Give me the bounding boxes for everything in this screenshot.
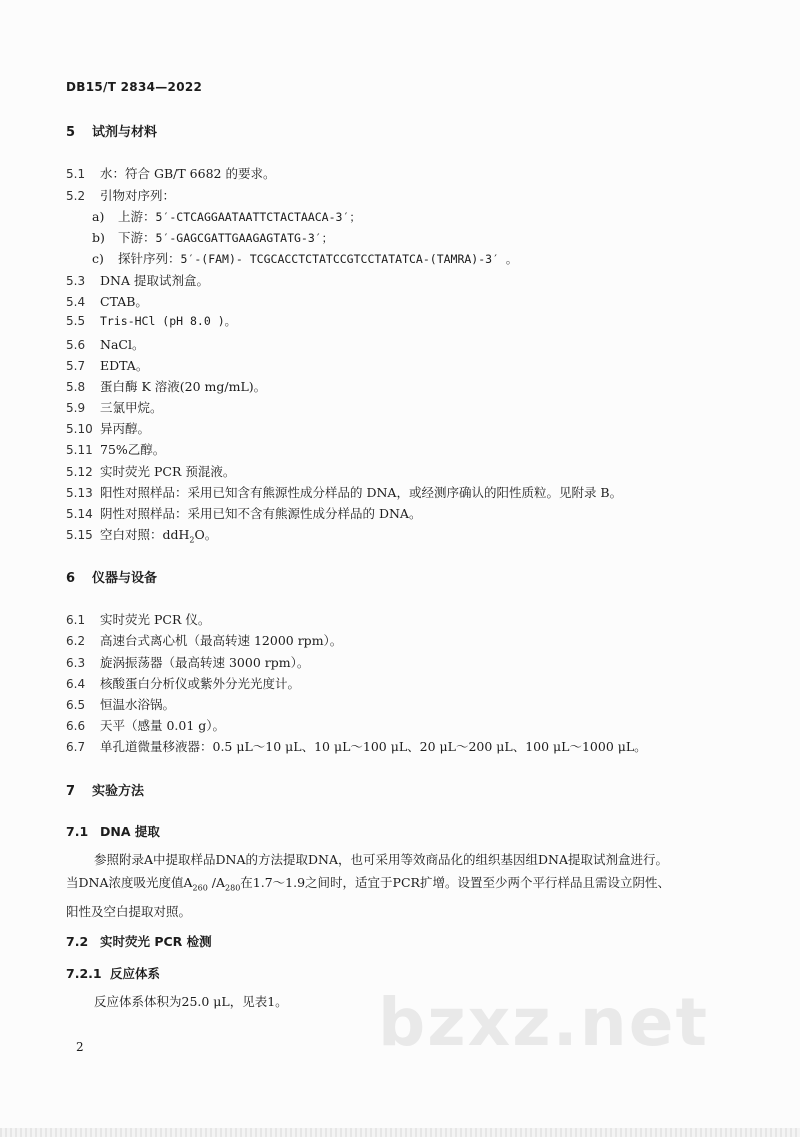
subsection-7-2-1-heading <box>66 964 160 982</box>
list-item <box>66 462 235 480</box>
section-title: 试剂与材料 <box>92 125 158 140</box>
item-text: Tris-HCl (pH 8.0 )。 <box>100 314 237 328</box>
item-number: 5.14 <box>66 507 93 521</box>
item-text: 天平（感量 0.01 g）。 <box>100 718 226 733</box>
section-6-heading <box>66 567 157 586</box>
item-number: 5.4 <box>66 295 86 309</box>
item-number: 6.6 <box>66 719 86 733</box>
item-number: 6.2 <box>66 634 86 648</box>
subsection-title: 实时荧光 PCR 检测 <box>100 934 212 949</box>
primer-item <box>92 228 333 246</box>
primer-mark: a) <box>92 209 105 224</box>
item-text: 实时荧光 PCR 预混液。 <box>100 464 236 479</box>
item-number: 5.12 <box>66 465 93 479</box>
primer-mark: c) <box>92 251 104 266</box>
item-number: 6.7 <box>66 740 86 754</box>
subscript: 260 <box>192 883 208 893</box>
section-5-heading <box>66 121 157 140</box>
item-number: 5.5 <box>66 314 86 328</box>
list-item <box>66 356 148 374</box>
primer-label: 下游： <box>118 230 156 245</box>
item-text-suffix: O。 <box>194 527 218 542</box>
item-text: 核酸蛋白分析仪或紫外分光光度计。 <box>100 676 301 691</box>
item-number: 5.15 <box>66 528 93 542</box>
item-number: 5.13 <box>66 486 93 500</box>
section-number: 6 <box>66 571 76 586</box>
subsection-number: 7.2.1 <box>66 966 102 981</box>
paragraph-line: 当DNA浓度吸光度值A <box>66 875 193 890</box>
list-item <box>66 377 266 395</box>
list-item <box>66 737 647 755</box>
subsection-number: 7.1 <box>66 824 89 839</box>
section-7-heading <box>66 780 144 799</box>
list-item <box>66 525 217 545</box>
primer-sequence: 5′-CTCAGGAATAATTCTACTAACA-3′； <box>155 210 361 224</box>
list-item <box>66 716 225 734</box>
primer-item <box>92 207 361 225</box>
item-text: NaCl。 <box>100 337 145 352</box>
item-text: 空白对照：ddH <box>100 527 190 542</box>
list-item <box>66 631 342 649</box>
list-item <box>66 313 236 329</box>
list-item <box>66 440 165 458</box>
list-item <box>66 674 300 692</box>
list-item <box>66 610 210 628</box>
item-number: 6.3 <box>66 656 86 670</box>
item-text: 水：符合 GB/T 6682 的要求。 <box>100 166 276 181</box>
item-text: 三氯甲烷。 <box>100 400 163 415</box>
list-item <box>66 164 275 182</box>
item-text: EDTA。 <box>100 358 149 373</box>
section-title: 仪器与设备 <box>92 571 158 586</box>
primer-sequence: 5′-(FAM)- TCGCACCTCTATCCGTCCTATATCA-(TAMRA)-3′ 。 <box>180 252 518 266</box>
item-number: 5.1 <box>66 167 86 181</box>
item-text: 旋涡振荡器（最高转速 3000 rpm）。 <box>100 655 310 670</box>
list-item <box>66 695 175 713</box>
primer-label: 上游： <box>118 209 156 224</box>
item-text: 异丙醇。 <box>100 421 151 436</box>
item-text: 蛋白酶 K 溶液(20 mg/mL)。 <box>100 379 267 394</box>
primer-item <box>92 249 517 267</box>
list-item <box>66 653 309 671</box>
list-item <box>66 483 622 501</box>
list-item <box>66 271 209 289</box>
primer-mark: b) <box>92 230 105 245</box>
subsection-title: 反应体系 <box>110 966 161 981</box>
paragraph-line: 反应体系体积为25.0 μL，见表1。 <box>94 994 288 1009</box>
list-item <box>66 292 148 310</box>
list-item <box>66 335 144 353</box>
item-text: 恒温水浴锅。 <box>100 697 176 712</box>
section-title: 实验方法 <box>92 784 145 799</box>
item-number: 5.7 <box>66 359 86 373</box>
list-item <box>66 419 150 437</box>
item-number: 6.1 <box>66 613 86 627</box>
item-number: 5.10 <box>66 422 93 436</box>
primer-sequence: 5′-GAGCGATTGAAGAGTATG-3′； <box>155 231 334 245</box>
list-item <box>66 186 175 204</box>
paragraph-dna-extraction <box>66 848 726 923</box>
item-number: 6.4 <box>66 677 86 691</box>
item-number: 5.6 <box>66 338 86 352</box>
paragraph-text: 在1.7～1.9之间时，适宜于PCR扩增。设置至少两个平行样品且需设立阴性、 <box>240 875 670 890</box>
item-text: 单孔道微量移液器：0.5 μL～10 μL、10 μL～100 μL、20 μL～200 μL、100 μL～1000 μL。 <box>100 739 647 754</box>
item-number: 5.11 <box>66 443 93 457</box>
item-number: 5.2 <box>66 189 86 203</box>
item-text: 高速台式离心机（最高转速 12000 rpm）。 <box>100 633 343 648</box>
subscript: 2 <box>189 535 195 545</box>
section-number: 7 <box>66 784 76 799</box>
paragraph-line: 参照附录A中提取样品DNA的方法提取DNA，也可采用等效商品化的组织基因组DNA提取试剂盒进行。 <box>94 852 668 867</box>
item-text: 75%乙醇。 <box>100 442 166 457</box>
item-number: 5.9 <box>66 401 86 415</box>
paragraph-line: 阳性及空白提取对照。 <box>66 903 192 919</box>
subsection-title: DNA 提取 <box>100 824 160 839</box>
list-item <box>66 504 421 522</box>
page-number: 2 <box>76 1040 84 1054</box>
item-text: 引物对序列： <box>100 188 176 203</box>
item-text: DNA 提取试剂盒。 <box>100 273 209 288</box>
item-text: 阴性对照样品：采用已知不含有熊源性成分样品的 DNA。 <box>100 506 422 521</box>
item-text: 阳性对照样品：采用已知含有熊源性成分样品的 DNA，或经测序确认的阳性质粒。见附录 B。 <box>100 485 623 500</box>
subsection-number: 7.2 <box>66 934 89 949</box>
document-header: DB15/T 2834—2022 <box>66 80 203 94</box>
item-text: 实时荧光 PCR 仪。 <box>100 612 211 627</box>
item-text: CTAB。 <box>100 294 148 309</box>
subsection-7-2-heading <box>66 932 212 950</box>
list-item <box>66 398 163 416</box>
item-number: 6.5 <box>66 698 86 712</box>
item-number: 5.3 <box>66 274 86 288</box>
primer-label: 探针序列： <box>118 251 181 266</box>
page-bottom-edge <box>0 1128 800 1137</box>
watermark: bzxz.net <box>378 984 710 1061</box>
item-number: 5.8 <box>66 380 86 394</box>
subsection-7-1-heading <box>66 822 160 840</box>
paragraph-text: /A <box>207 875 226 890</box>
section-number: 5 <box>66 125 76 140</box>
subscript: 280 <box>225 883 241 893</box>
